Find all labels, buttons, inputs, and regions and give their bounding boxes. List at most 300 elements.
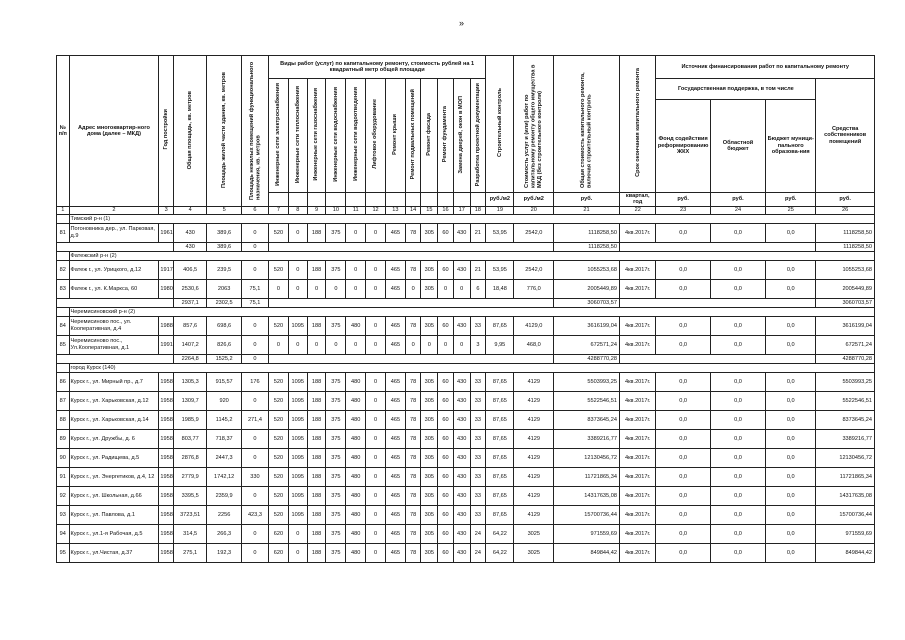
row-deadline: 4кв.2017г.	[619, 335, 656, 354]
vertical-header-label: Инженерные сети теплоснабжения	[294, 85, 301, 183]
row-work-cost: 0	[366, 335, 386, 354]
row-total-cost: 5522546,51	[554, 391, 620, 410]
row-work-cost: 60	[438, 486, 454, 505]
header-address: Адрес многоквартир-ного дома (далее – МКД)	[69, 56, 159, 207]
row-cost-per-m2: 4129,0	[514, 316, 554, 335]
row-total-area: 857,6	[173, 316, 206, 335]
unit-empty	[269, 193, 289, 207]
row-living-area: 718,37	[207, 429, 241, 448]
row-work-cost: 480	[346, 391, 366, 410]
unit-empty	[326, 193, 346, 207]
row-work-cost: 1095	[288, 410, 307, 429]
row-work-cost: 430	[453, 316, 470, 335]
section-title: город Курск (140)	[69, 363, 874, 372]
column-number: 12	[366, 206, 386, 214]
row-work-cost: 0	[288, 279, 307, 298]
row-fund: 0,0	[656, 391, 710, 410]
row-work-cost: 465	[385, 223, 405, 242]
subtotal-total-cost: 3060703,57	[554, 298, 620, 307]
row-address: Курск г., ул. Харьковская, д.14	[69, 410, 159, 429]
vertical-header-label: Ремонт фундамента	[442, 106, 449, 163]
row-work-cost: 78	[405, 316, 421, 335]
row-work-cost: 60	[438, 505, 454, 524]
row-work-cost: 78	[405, 372, 421, 391]
row-work-cost: 305	[421, 486, 438, 505]
subtotal-row	[57, 298, 875, 307]
table-row	[57, 486, 875, 505]
row-work-cost: 188	[307, 391, 326, 410]
subtotal-spacer	[269, 242, 554, 251]
column-number: 15	[421, 206, 438, 214]
row-work-cost: 188	[307, 429, 326, 448]
vertical-header-label: Стоимость услуг и (или) работ по капитальному ремонту общего имущества в МКД (без строительного контроля)	[524, 64, 543, 188]
row-work-cost: 0	[288, 223, 307, 242]
subtotal-owners: 3060703,57	[816, 298, 875, 307]
row-regional: 0,0	[710, 391, 765, 410]
row-work-cost: 78	[405, 448, 421, 467]
row-work-cost: 188	[307, 372, 326, 391]
row-living-area: 698,6	[207, 316, 241, 335]
row-work-cost: 620	[269, 524, 289, 543]
row-address: Курск г., ул. Радищева, д.5	[69, 448, 159, 467]
row-number: 93	[57, 505, 70, 524]
row-municipal: 0,0	[766, 260, 816, 279]
row-work-cost: 0	[288, 543, 307, 562]
header-total-area	[173, 56, 206, 207]
header-work-1	[269, 79, 289, 193]
row-regional: 0,0	[710, 505, 765, 524]
row-fund: 0,0	[656, 524, 710, 543]
row-work-cost: 188	[307, 260, 326, 279]
row-func-area: 0	[241, 223, 268, 242]
row-work-cost: 188	[307, 410, 326, 429]
row-owners: 672571,24	[816, 335, 875, 354]
row-work-cost: 430	[453, 372, 470, 391]
unit-empty	[346, 193, 366, 207]
row-work-cost: 78	[405, 524, 421, 543]
column-number: 23	[656, 206, 710, 214]
subtotal-spacer	[619, 354, 815, 363]
row-work-cost: 465	[385, 279, 405, 298]
row-owners: 3616199,04	[816, 316, 875, 335]
row-address: Курск г., ул.1-я Рабочая, д.5	[69, 524, 159, 543]
row-func-area: 0	[241, 260, 268, 279]
row-total-area: 1309,7	[173, 391, 206, 410]
row-func-area: 0	[241, 524, 268, 543]
column-number: 22	[619, 206, 656, 214]
row-work-cost: 188	[307, 505, 326, 524]
row-work-cost: 0	[326, 279, 346, 298]
row-cost-per-m2: 3025	[514, 524, 554, 543]
subtotal-spacer	[57, 354, 174, 363]
row-fund: 0,0	[656, 410, 710, 429]
row-work-cost: 33	[470, 316, 486, 335]
vertical-header-label: Площадь нежилых помещений функционального назначения, кв. метров	[248, 61, 261, 200]
header-work-11	[453, 79, 470, 193]
row-work-cost: 375	[326, 260, 346, 279]
row-address: Фатеж г., ул. Урицкого, д.12	[69, 260, 159, 279]
row-owners: 5522546,51	[816, 391, 875, 410]
row-build-control: 87,65	[486, 505, 514, 524]
row-work-cost: 60	[438, 543, 454, 562]
section-title: Черемисиновский р-н (2)	[69, 307, 874, 316]
table-row	[57, 467, 875, 486]
row-work-cost: 305	[421, 410, 438, 429]
row-work-cost: 375	[326, 223, 346, 242]
row-number: 90	[57, 448, 70, 467]
row-total-cost: 849844,42	[554, 543, 620, 562]
vertical-header-label: Замена дверей, окон в МОП	[458, 95, 465, 174]
row-number: 86	[57, 372, 70, 391]
row-work-cost: 0	[421, 335, 438, 354]
row-owners: 1055253,68	[816, 260, 875, 279]
row-year: 1958	[159, 467, 174, 486]
section-header-row	[57, 363, 875, 372]
row-deadline: 4кв.2017г.	[619, 391, 656, 410]
row-number: 89	[57, 429, 70, 448]
row-fund: 0,0	[656, 316, 710, 335]
subtotal-spacer	[619, 298, 815, 307]
row-work-cost: 78	[405, 223, 421, 242]
row-regional: 0,0	[710, 448, 765, 467]
row-year: 1958	[159, 524, 174, 543]
header-work-6	[366, 79, 386, 193]
row-work-cost: 21	[470, 223, 486, 242]
row-work-cost: 60	[438, 260, 454, 279]
row-work-cost: 480	[346, 448, 366, 467]
section-spacer	[57, 251, 70, 260]
row-fund: 0,0	[656, 486, 710, 505]
row-work-cost: 0	[366, 505, 386, 524]
row-municipal: 0,0	[766, 429, 816, 448]
unit-regional: руб.	[710, 193, 765, 207]
unit-owners: руб.	[816, 193, 875, 207]
row-total-cost: 8373645,24	[554, 410, 620, 429]
row-work-cost: 0	[405, 335, 421, 354]
header-municipal: Бюджет муници-пального образова-ния	[766, 100, 816, 193]
subtotal-spacer	[619, 242, 815, 251]
row-year: 1958	[159, 429, 174, 448]
row-work-cost: 0	[366, 279, 386, 298]
vertical-header-label: Инженерные сети электроснабжения	[275, 82, 282, 186]
section-spacer	[57, 214, 70, 223]
row-year: 1958	[159, 391, 174, 410]
unit-empty	[453, 193, 470, 207]
row-number: 84	[57, 316, 70, 335]
row-number: 82	[57, 260, 70, 279]
row-deadline: 4кв.2017г.	[619, 223, 656, 242]
row-work-cost: 0	[366, 543, 386, 562]
row-work-cost: 465	[385, 448, 405, 467]
row-work-cost: 430	[453, 429, 470, 448]
row-cost-per-m2: 4129	[514, 391, 554, 410]
row-work-cost: 375	[326, 543, 346, 562]
row-work-cost: 188	[307, 467, 326, 486]
row-total-cost: 14317635,08	[554, 486, 620, 505]
row-owners: 8373645,24	[816, 410, 875, 429]
row-deadline: 4кв.2017г.	[619, 467, 656, 486]
row-work-cost: 520	[269, 316, 289, 335]
row-address: Курск г., ул. Дружбы, д. 6	[69, 429, 159, 448]
subtotal-living-area: 389,6	[207, 242, 241, 251]
page-mark: »	[459, 18, 465, 28]
row-total-area: 430	[173, 223, 206, 242]
row-deadline: 4кв.2017г.	[619, 448, 656, 467]
row-owners: 849844,42	[816, 543, 875, 562]
row-year: 1991	[159, 335, 174, 354]
row-living-area: 266,3	[207, 524, 241, 543]
row-municipal: 0,0	[766, 316, 816, 335]
row-regional: 0,0	[710, 410, 765, 429]
row-cost-per-m2: 4129	[514, 467, 554, 486]
row-living-area: 2256	[207, 505, 241, 524]
row-work-cost: 305	[421, 372, 438, 391]
vertical-header-label: Ремонт фасада	[426, 112, 433, 156]
table-row	[57, 410, 875, 429]
row-work-cost: 430	[453, 467, 470, 486]
row-work-cost: 33	[470, 429, 486, 448]
row-number: 87	[57, 391, 70, 410]
row-address: Курск г., ул. Павлова, д.1	[69, 505, 159, 524]
section-header-row	[57, 214, 875, 223]
row-func-area: 0	[241, 429, 268, 448]
row-regional: 0,0	[710, 279, 765, 298]
row-fund: 0,0	[656, 467, 710, 486]
row-year: 1958	[159, 543, 174, 562]
row-total-area: 314,5	[173, 524, 206, 543]
row-number: 81	[57, 223, 70, 242]
row-work-cost: 0	[366, 429, 386, 448]
row-work-cost: 375	[326, 486, 346, 505]
row-build-control: 87,65	[486, 429, 514, 448]
row-work-cost: 375	[326, 524, 346, 543]
unit-total: руб.	[554, 193, 620, 207]
row-build-control: 64,22	[486, 543, 514, 562]
subtotal-total-cost: 4288770,28	[554, 354, 620, 363]
row-func-area: 0	[241, 335, 268, 354]
row-work-cost: 0	[288, 335, 307, 354]
row-total-area: 2876,8	[173, 448, 206, 467]
table-row	[57, 372, 875, 391]
row-address: Фатеж г., ул. К.Маркса, 60	[69, 279, 159, 298]
table-row	[57, 335, 875, 354]
row-work-cost: 520	[269, 223, 289, 242]
vertical-header-label: Срок окончания капитального ремонта	[634, 68, 641, 178]
row-work-cost: 0	[326, 335, 346, 354]
row-living-area: 1742,12	[207, 467, 241, 486]
row-work-cost: 520	[269, 486, 289, 505]
row-year: 1980	[159, 279, 174, 298]
header-work-10	[438, 79, 454, 193]
row-regional: 0,0	[710, 486, 765, 505]
row-work-cost: 430	[453, 448, 470, 467]
header-cost-per-m2	[514, 56, 554, 193]
row-municipal: 0,0	[766, 279, 816, 298]
unit-municipal: руб.	[766, 193, 816, 207]
row-work-cost: 0	[366, 391, 386, 410]
row-build-control: 53,95	[486, 223, 514, 242]
unit-cpm: руб./м2	[514, 193, 554, 207]
row-func-area: 176	[241, 372, 268, 391]
column-number: 24	[710, 206, 765, 214]
row-work-cost: 60	[438, 223, 454, 242]
subtotal-func-area: 0	[241, 354, 268, 363]
row-regional: 0,0	[710, 524, 765, 543]
row-work-cost: 33	[470, 505, 486, 524]
row-work-cost: 60	[438, 429, 454, 448]
row-deadline: 4кв.2017г.	[619, 543, 656, 562]
header-owners: Средства собственников помещений	[816, 79, 875, 193]
vertical-header-label: Ремонт крыши	[392, 113, 399, 155]
row-work-cost: 0	[366, 223, 386, 242]
row-deadline: 4кв.2017г.	[619, 486, 656, 505]
column-number: 13	[385, 206, 405, 214]
header-no: № п/п	[57, 56, 70, 207]
row-total-cost: 3616199,04	[554, 316, 620, 335]
subtotal-total-cost: 1118258,50	[554, 242, 620, 251]
row-work-cost: 33	[470, 391, 486, 410]
row-work-cost: 0	[366, 448, 386, 467]
row-work-cost: 375	[326, 505, 346, 524]
row-work-cost: 520	[269, 448, 289, 467]
row-municipal: 0,0	[766, 372, 816, 391]
row-address: Черемисиново пос., Ул.Кооперативная, д.1	[69, 335, 159, 354]
row-work-cost: 33	[470, 410, 486, 429]
section-title: Тимский р-н (1)	[69, 214, 874, 223]
row-work-cost: 480	[346, 372, 366, 391]
row-work-cost: 0	[288, 524, 307, 543]
vertical-header-label: Лифтовое оборудование	[372, 99, 379, 170]
row-deadline: 4кв.2017г.	[619, 410, 656, 429]
vertical-header-label: Ремонт подвальных помещений	[409, 89, 416, 180]
column-number: 4	[173, 206, 206, 214]
table-row	[57, 429, 875, 448]
row-work-cost: 0	[366, 410, 386, 429]
row-work-cost: 1095	[288, 467, 307, 486]
row-build-control: 87,65	[486, 410, 514, 429]
row-total-area: 3395,5	[173, 486, 206, 505]
row-living-area: 2359,9	[207, 486, 241, 505]
header-sources-group: Источник финансирования работ по капитальному ремонту	[656, 56, 875, 79]
row-total-area: 1407,2	[173, 335, 206, 354]
row-address: Черемисиново пос., ул. Кооперативная, д.4	[69, 316, 159, 335]
row-cost-per-m2: 3025	[514, 543, 554, 562]
row-work-cost: 0	[307, 279, 326, 298]
row-cost-per-m2: 4129	[514, 429, 554, 448]
unit-empty	[438, 193, 454, 207]
column-number: 1	[57, 206, 70, 214]
subtotal-total-area: 2264,8	[173, 354, 206, 363]
row-work-cost: 1095	[288, 486, 307, 505]
row-work-cost: 480	[346, 316, 366, 335]
row-fund: 0,0	[656, 543, 710, 562]
row-total-cost: 1118258,50	[554, 223, 620, 242]
row-work-cost: 465	[385, 467, 405, 486]
row-work-cost: 188	[307, 223, 326, 242]
row-work-cost: 520	[269, 410, 289, 429]
row-year: 1958	[159, 410, 174, 429]
section-title: Фатежский р-н (2)	[69, 251, 874, 260]
vertical-header-label: Инженерные сети водоотведения	[352, 87, 359, 182]
table-row	[57, 260, 875, 279]
row-work-cost: 465	[385, 543, 405, 562]
row-regional: 0,0	[710, 223, 765, 242]
row-func-area: 0	[241, 448, 268, 467]
table-row	[57, 524, 875, 543]
row-regional: 0,0	[710, 372, 765, 391]
row-work-cost: 305	[421, 391, 438, 410]
row-work-cost: 1095	[288, 429, 307, 448]
row-work-cost: 465	[385, 524, 405, 543]
row-living-area: 2447,3	[207, 448, 241, 467]
row-work-cost: 0	[453, 335, 470, 354]
subtotal-living-area: 2302,5	[207, 298, 241, 307]
row-work-cost: 60	[438, 391, 454, 410]
column-number: 5	[207, 206, 241, 214]
row-owners: 2005449,89	[816, 279, 875, 298]
row-work-cost: 60	[438, 448, 454, 467]
row-work-cost: 188	[307, 316, 326, 335]
table-row	[57, 316, 875, 335]
row-work-cost: 465	[385, 410, 405, 429]
header-build-control	[486, 56, 514, 193]
row-work-cost: 0	[405, 279, 421, 298]
subtotal-spacer	[269, 354, 554, 363]
vertical-header-label: Инженерные сети газоснабжения	[313, 88, 320, 181]
subtotal-total-area: 2937,1	[173, 298, 206, 307]
subtotal-total-area: 430	[173, 242, 206, 251]
row-work-cost: 480	[346, 505, 366, 524]
row-work-cost: 78	[405, 260, 421, 279]
row-func-area: 0	[241, 316, 268, 335]
unit-empty	[405, 193, 421, 207]
subtotal-owners: 1118258,50	[816, 242, 875, 251]
header-work-3	[307, 79, 326, 193]
row-work-cost: 465	[385, 372, 405, 391]
row-number: 88	[57, 410, 70, 429]
row-municipal: 0,0	[766, 524, 816, 543]
row-work-cost: 24	[470, 524, 486, 543]
row-regional: 0,0	[710, 429, 765, 448]
row-total-cost: 2005449,89	[554, 279, 620, 298]
row-work-cost: 0	[346, 260, 366, 279]
column-number: 11	[346, 206, 366, 214]
section-header-row	[57, 307, 875, 316]
row-regional: 0,0	[710, 260, 765, 279]
row-work-cost: 520	[269, 391, 289, 410]
row-work-cost: 1095	[288, 391, 307, 410]
row-number: 94	[57, 524, 70, 543]
row-work-cost: 33	[470, 448, 486, 467]
unit-empty	[385, 193, 405, 207]
header-work-2	[288, 79, 307, 193]
header-func-area	[241, 56, 268, 207]
row-fund: 0,0	[656, 505, 710, 524]
row-work-cost: 375	[326, 467, 346, 486]
column-number: 25	[766, 206, 816, 214]
row-work-cost: 430	[453, 524, 470, 543]
row-municipal: 0,0	[766, 467, 816, 486]
row-regional: 0,0	[710, 335, 765, 354]
row-living-area: 239,5	[207, 260, 241, 279]
header-row	[57, 56, 875, 79]
row-work-cost: 480	[346, 429, 366, 448]
row-number: 83	[57, 279, 70, 298]
unit-empty	[307, 193, 326, 207]
row-living-area: 192,3	[207, 543, 241, 562]
column-number: 3	[159, 206, 174, 214]
row-number: 85	[57, 335, 70, 354]
